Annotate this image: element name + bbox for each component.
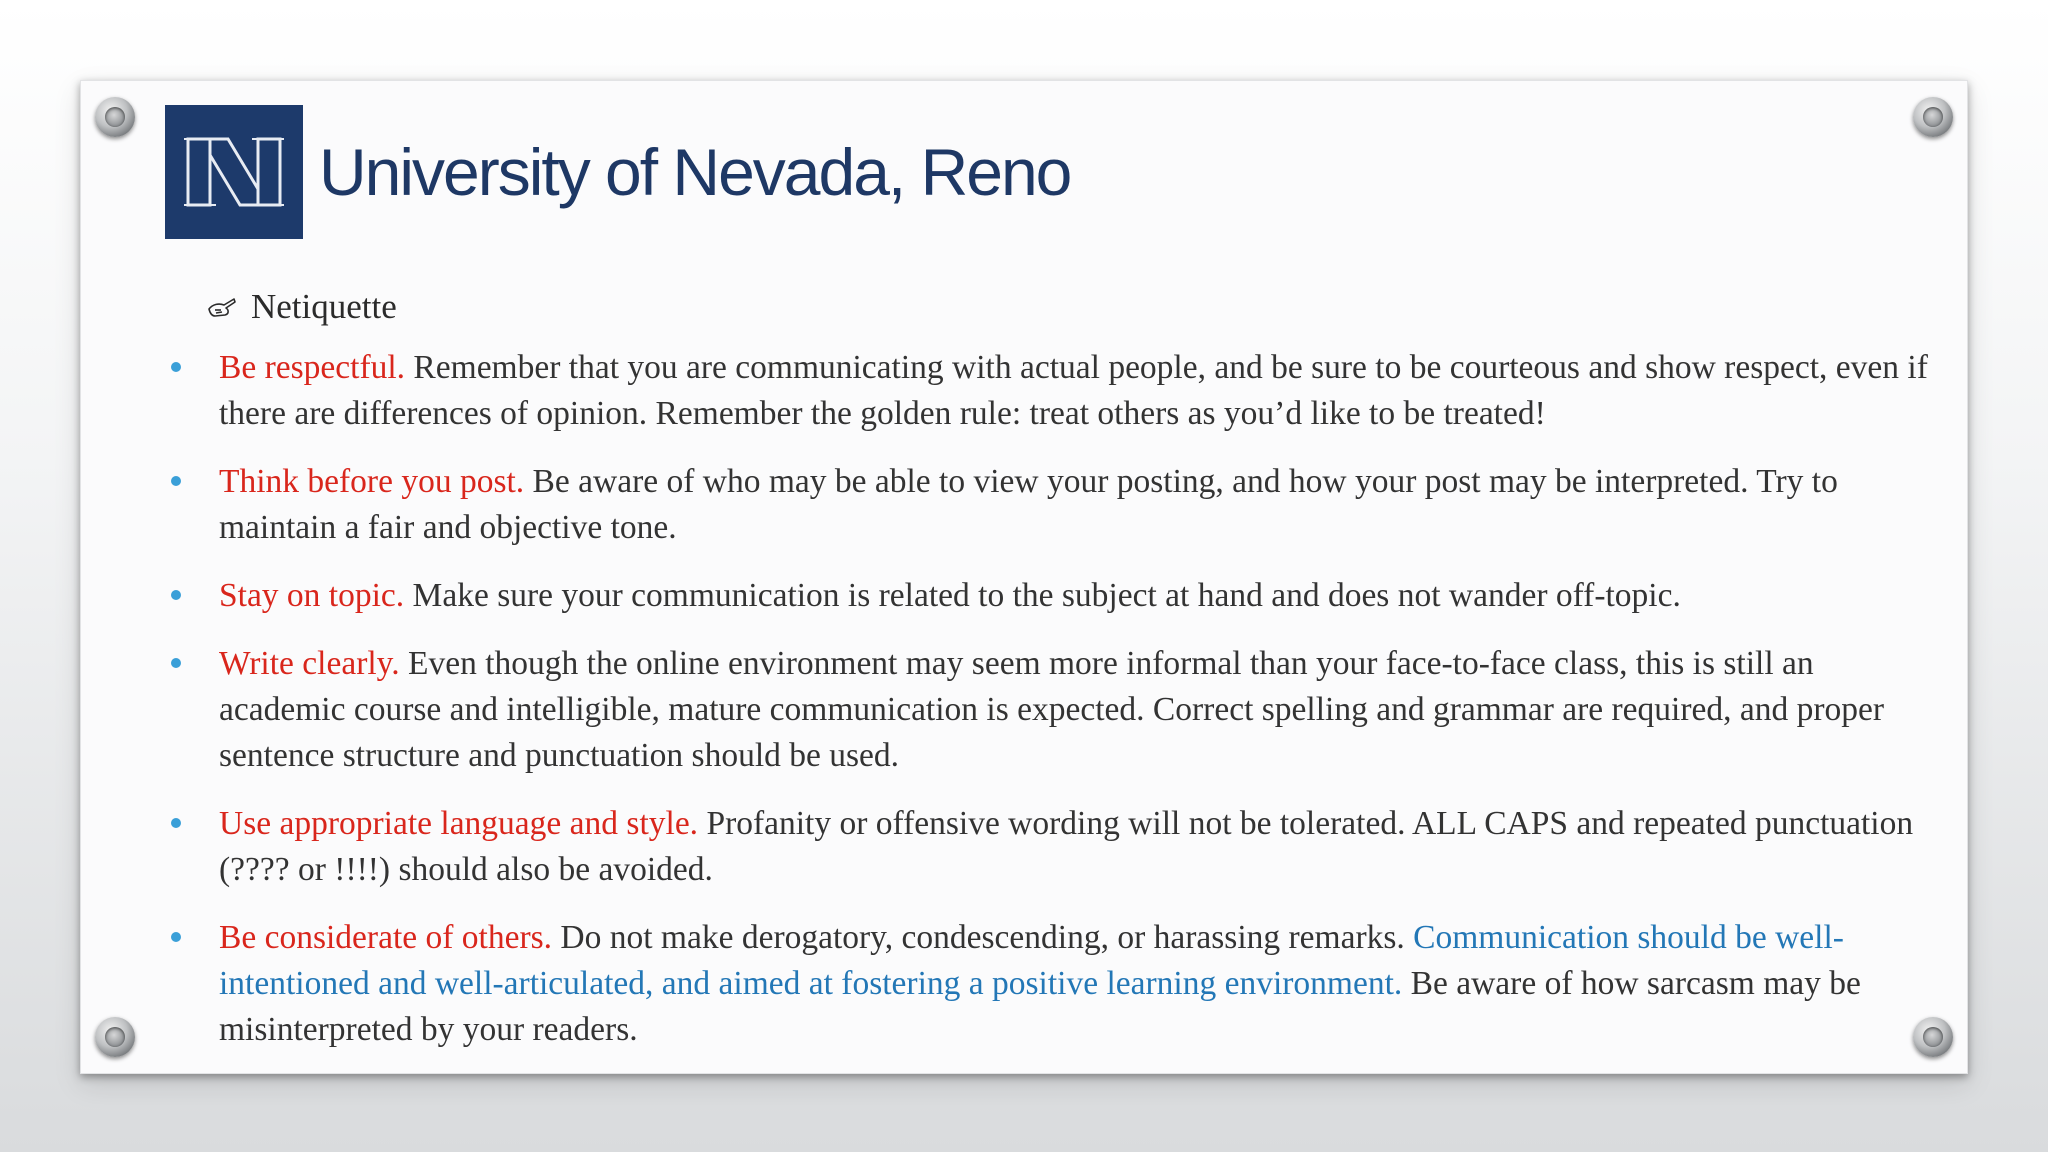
item-text: Make sure your communication is related to the subject at hand and does not wander off-topic. [404, 577, 1681, 614]
logo-wordmark: University of Nevada, Reno [319, 135, 1071, 209]
logo-mark [165, 105, 303, 239]
item-text: Remember that you are communicating with actual people, and be sure to be courteous and show respect, even if there are differences of opinion. Remember the golden rule: treat others as you’d like to be treated! [219, 349, 1928, 432]
item-lead: Think before you post. [219, 463, 525, 500]
hand-writing-icon [207, 295, 237, 319]
n-monogram-icon [182, 133, 286, 211]
item-lead: Use appropriate language and style. [219, 805, 699, 842]
slide-card [80, 80, 1968, 1074]
university-logo [165, 105, 1070, 239]
item-highlight: Communication should be well-intentioned and well-articulated, and aimed at fostering a positive learning environment. [219, 919, 1844, 1002]
list-item [165, 801, 1945, 893]
item-tail: Be aware of how sarcasm may be misinterpreted by your readers. [219, 965, 1861, 1048]
item-lead: Be considerate of others. [219, 919, 553, 956]
item-text: Even though the online environment may seem more informal than your face-to-face class, this is still an academic course and intelligible, mature communication is expected. Correct spelling and grammar are required, and proper sentence structure and punctuation should be used. [219, 645, 1885, 774]
list-item [165, 573, 1945, 619]
list-item [165, 915, 1945, 1053]
section-heading [207, 287, 397, 327]
item-lead: Stay on topic. [219, 577, 405, 614]
screw-top-left-icon [95, 97, 135, 137]
screw-bottom-left-icon [95, 1017, 135, 1057]
list-item [165, 641, 1945, 779]
item-lead: Write clearly. [219, 645, 400, 682]
item-text: Profanity or offensive wording will not be tolerated. ALL CAPS and repeated punctuation (???? or !!!!) should also be avoided. [219, 805, 1914, 888]
list-item [165, 459, 1945, 551]
netiquette-list [165, 345, 1945, 1075]
item-text: Be aware of who may be able to view your posting, and how your post may be interpreted. Try to maintain a fair and objective tone. [219, 463, 1838, 546]
heading-text: Netiquette [251, 287, 397, 326]
item-lead: Be respectful. [219, 349, 406, 386]
screw-top-right-icon [1913, 97, 1953, 137]
list-item [165, 345, 1945, 437]
item-text: Do not make derogatory, condescending, or harassing remarks. [552, 919, 1414, 956]
